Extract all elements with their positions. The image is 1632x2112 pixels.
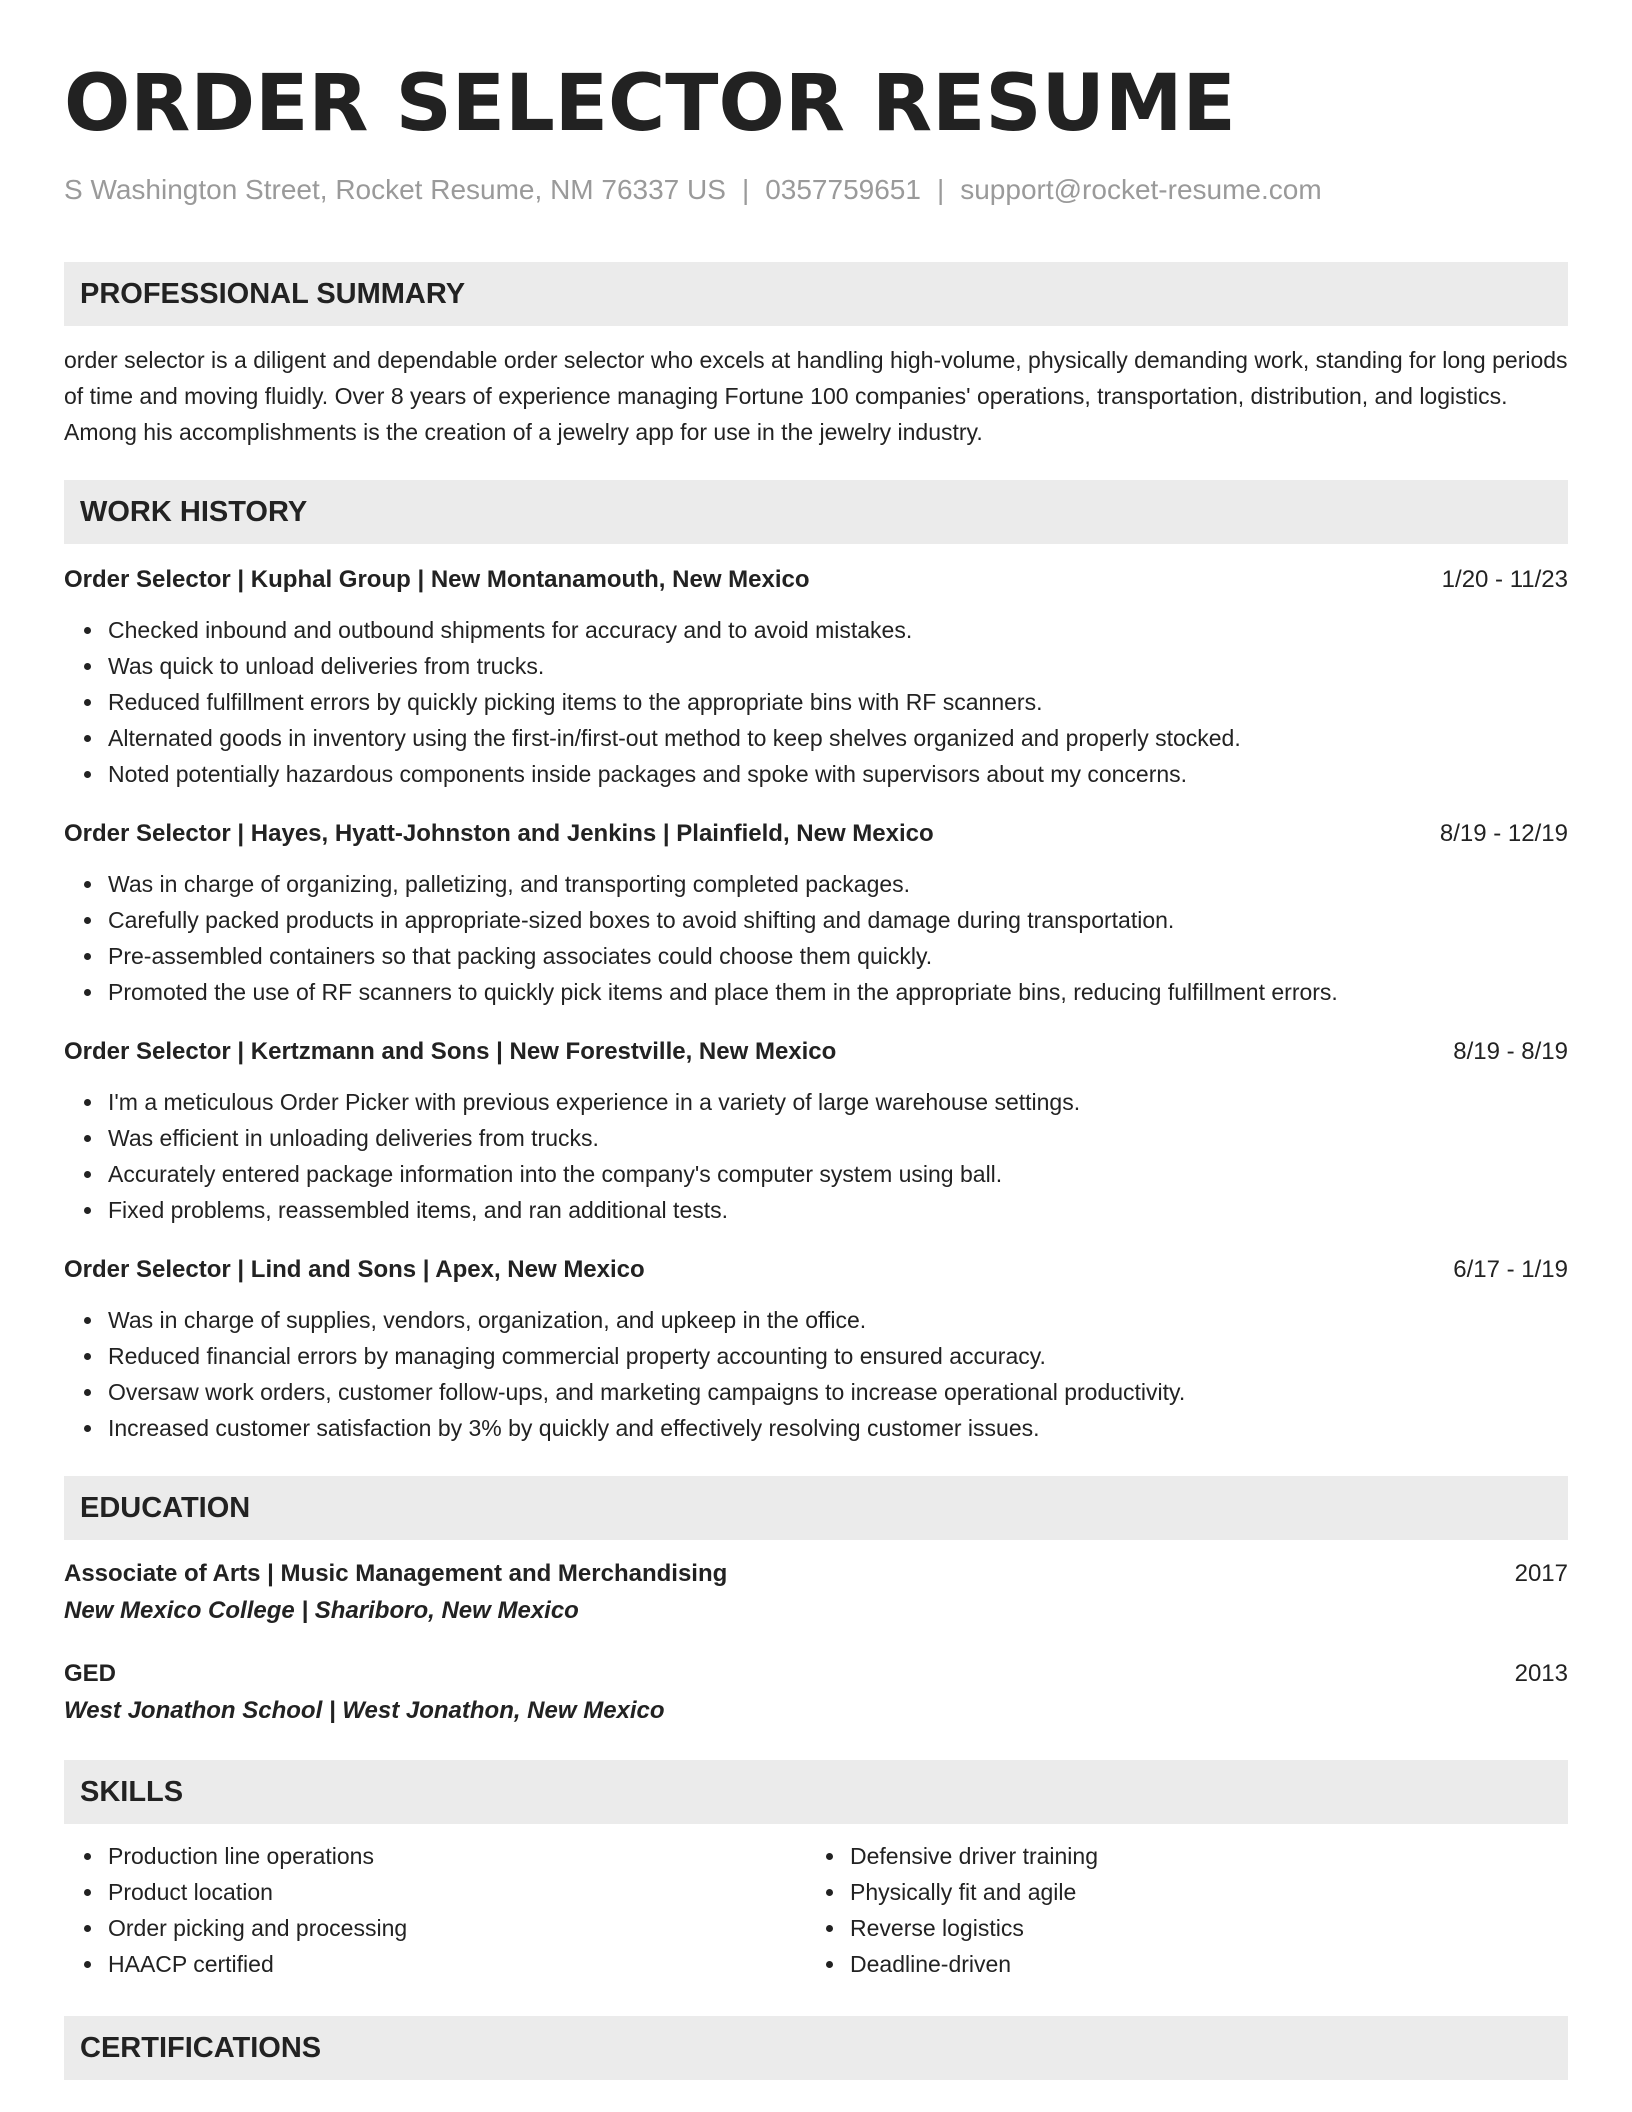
job-dates: 8/19 - 8/19: [1453, 1038, 1568, 1065]
skill-item: Physically fit and agile: [850, 1874, 1548, 1910]
skill-item: Production line operations: [108, 1838, 806, 1874]
job-bullet: Accurately entered package information into the company's computer system using ball.: [108, 1156, 1568, 1192]
job-bullet: Reduced fulfillment errors by quickly picking items to the appropriate bins with RF scanners.: [108, 684, 1568, 720]
education-school: New Mexico College | Shariboro, New Mexico: [64, 1597, 579, 1624]
job-bullet: Promoted the use of RF scanners to quickly pick items and place them in the appropriate bins, reducing fulfillment errors.: [108, 974, 1568, 1010]
section-heading-certifications: CERTIFICATIONS: [64, 2016, 1568, 2080]
job-bullet: Reduced financial errors by managing commercial property accounting to ensured accuracy.: [108, 1338, 1568, 1374]
job-bullet: Noted potentially hazardous components inside packages and spoke with supervisors about my concerns.: [108, 756, 1568, 792]
job-entry: [64, 1252, 1568, 1446]
skill-item: HAACP certified: [108, 1946, 806, 1982]
contact-separator: |: [936, 174, 945, 205]
job-title: Order Selector | Kuphal Group | New Montanamouth, New Mexico: [64, 566, 810, 593]
job-bullet: Oversaw work orders, customer follow-ups, and marketing campaigns to increase operational productivity.: [108, 1374, 1568, 1410]
job-bullet: Checked inbound and outbound shipments for accuracy and to avoid mistakes.: [108, 612, 1568, 648]
skill-item: Defensive driver training: [850, 1838, 1548, 1874]
job-dates: 6/17 - 1/19: [1453, 1256, 1568, 1283]
section-heading-skills: SKILLS: [64, 1760, 1568, 1824]
job-bullet: Was quick to unload deliveries from trucks.: [108, 648, 1568, 684]
job-title: Order Selector | Kertzmann and Sons | New Forestville, New Mexico: [64, 1038, 837, 1065]
contact-phone: 0357759651: [765, 174, 921, 205]
resume-page: [64, 56, 1568, 2080]
skill-item: Deadline-driven: [850, 1946, 1548, 1982]
education-degree: GED: [64, 1660, 117, 1687]
education-degree: Associate of Arts | Music Management and Merchandising: [64, 1560, 728, 1587]
skills-list-right: [806, 1838, 1548, 1982]
job-bullet: Alternated goods in inventory using the first-in/first-out method to keep shelves organized and properly stocked.: [108, 720, 1568, 756]
contact-separator: |: [741, 174, 750, 205]
contact-address: S Washington Street, Rocket Resume, NM 76337 US: [64, 174, 726, 205]
job-entry: [64, 816, 1568, 1010]
job-bullet: Was in charge of organizing, palletizing, and transporting completed packages.: [108, 866, 1568, 902]
job-bullet: Fixed problems, reassembled items, and ran additional tests.: [108, 1192, 1568, 1228]
job-bullet: Pre-assembled containers so that packing associates could choose them quickly.: [108, 938, 1568, 974]
skills-grid: [64, 1838, 1568, 1982]
job-dates: 8/19 - 12/19: [1439, 820, 1568, 847]
job-bullets: [64, 1302, 1568, 1446]
page-title: ORDER SELECTOR RESUME: [64, 59, 1236, 149]
skill-item: Order picking and processing: [108, 1910, 806, 1946]
education-year: 2013: [1514, 1660, 1568, 1687]
job-title: Order Selector | Lind and Sons | Apex, New Mexico: [64, 1256, 645, 1283]
education-entry: [64, 1556, 1568, 1630]
education-year: 2017: [1514, 1560, 1568, 1587]
section-heading-work-history: WORK HISTORY: [64, 480, 1568, 544]
job-bullet: I'm a meticulous Order Picker with previous experience in a variety of large warehouse settings.: [108, 1084, 1568, 1120]
job-title: Order Selector | Hayes, Hyatt-Johnston and Jenkins | Plainfield, New Mexico: [64, 820, 934, 847]
job-bullet: Increased customer satisfaction by 3% by quickly and effectively resolving customer issues.: [108, 1410, 1568, 1446]
section-heading-education: EDUCATION: [64, 1476, 1568, 1540]
job-bullet: Carefully packed products in appropriate-sized boxes to avoid shifting and damage during transportation.: [108, 902, 1568, 938]
job-bullet: Was in charge of supplies, vendors, organization, and upkeep in the office.: [108, 1302, 1568, 1338]
contact-email: support@rocket-resume.com: [960, 174, 1322, 205]
skill-item: Reverse logistics: [850, 1910, 1548, 1946]
contact-line: [64, 172, 1568, 208]
job-dates: 1/20 - 11/23: [1441, 566, 1568, 593]
education-entry: [64, 1656, 1568, 1730]
education-school: West Jonathon School | West Jonathon, New Mexico: [64, 1697, 665, 1724]
job-entry: [64, 1034, 1568, 1228]
job-entry: [64, 562, 1568, 792]
job-bullets: [64, 1084, 1568, 1228]
section-heading-professional-summary: PROFESSIONAL SUMMARY: [64, 262, 1568, 326]
job-bullets: [64, 866, 1568, 1010]
job-bullet: Was efficient in unloading deliveries from trucks.: [108, 1120, 1568, 1156]
summary-text: order selector is a diligent and dependable order selector who excels at handling high-volume, physically demanding work, standing for long periods of time and moving fluidly. Over 8 years of experience managing Fortune 100 companies' operations, transportation, distribution, and logistics. Among his accomplishments is the creation of a jewelry app for use in the jewelry industry.: [64, 347, 1568, 445]
job-bullets: [64, 612, 1568, 792]
skill-item: Product location: [108, 1874, 806, 1910]
skills-list-left: [64, 1838, 806, 1982]
